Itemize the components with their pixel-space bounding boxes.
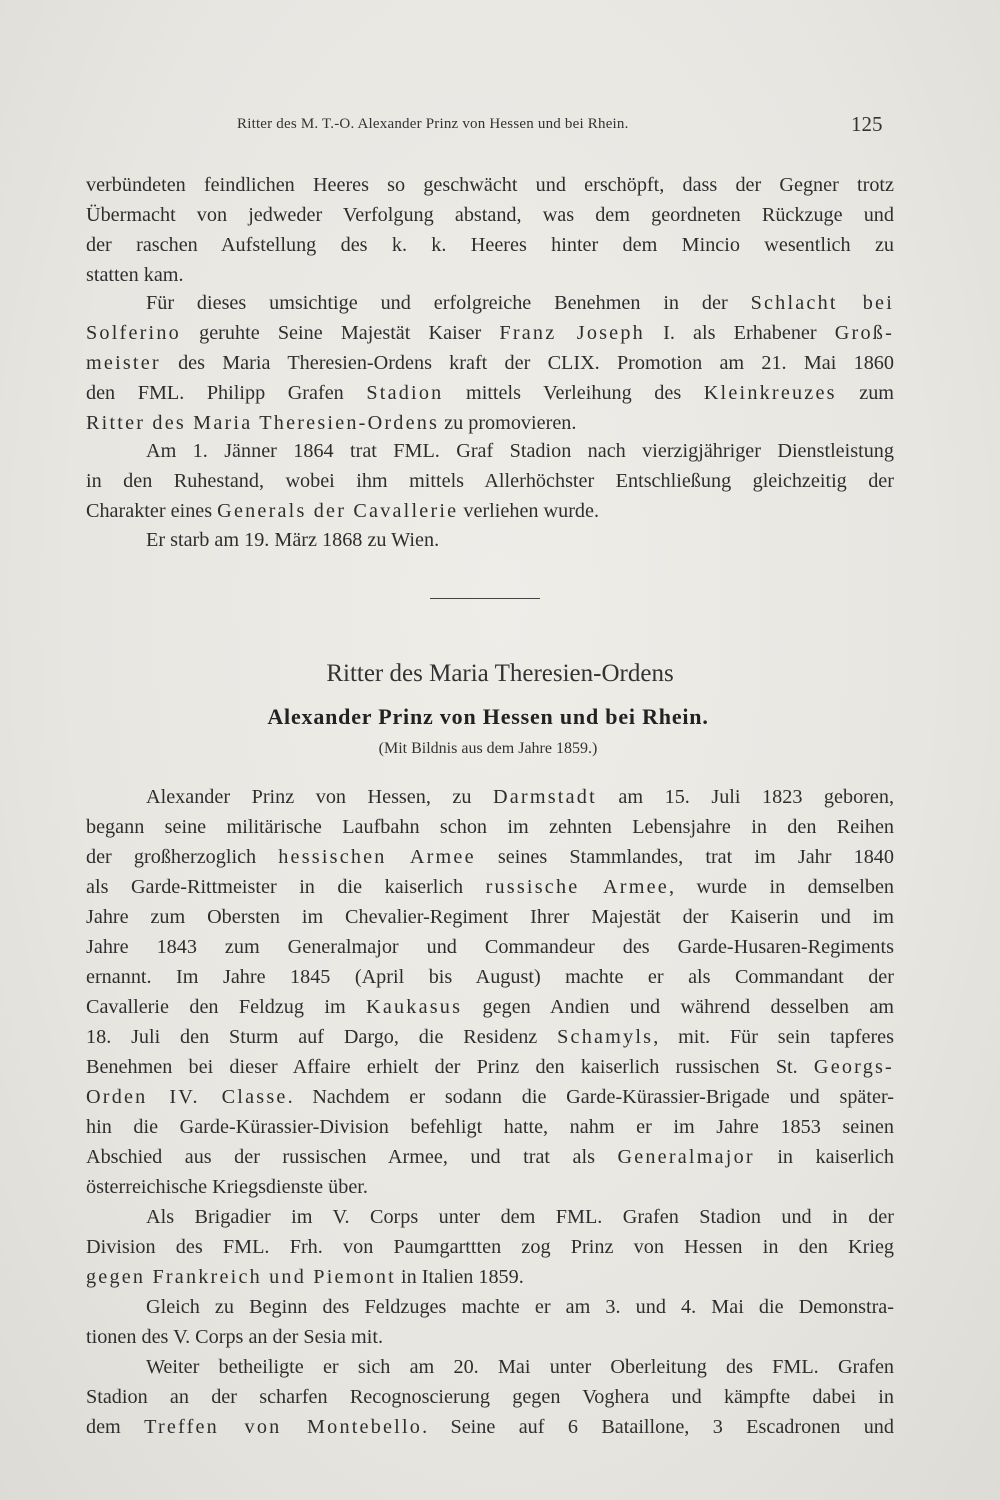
text-line: Weiter betheiligte er sich am 20. Mai unter Oberleitung des FML. Grafen — [146, 1356, 894, 1378]
text-line: österreichische Kriegsdienste über. — [86, 1176, 368, 1198]
text-run: geruhte Seine Majestät Kaiser — [180, 322, 500, 344]
text-line: Am 1. Jänner 1864 trat FML. Graf Stadion nach vierzigjähriger Dienstleistung — [146, 440, 894, 462]
text-line — [86, 1142, 894, 1172]
spaced-text: Groß- — [834, 322, 894, 344]
portrait-note: (Mit Bildnis aus dem Jahre 1859.) — [378, 740, 598, 757]
text-run: . Seine auf 6 Bataillone, 3 Escadronen und — [422, 1416, 894, 1438]
text-run: Cavallerie den Feldzug im — [86, 996, 367, 1018]
section-divider — [430, 598, 540, 599]
text-run: dem — [86, 1416, 145, 1438]
text-line: begann seine militärische Laufbahn schon im zehnten Lebensjahre in den Reihen — [86, 816, 894, 838]
spaced-text: Schlacht bei — [750, 292, 895, 314]
text-run: gegen Andien und während desselben am — [462, 996, 894, 1018]
spaced-text: Kleinkreuzes — [703, 382, 837, 404]
text-run: den FML. Philipp Grafen — [86, 382, 367, 404]
spaced-text: Stadion — [366, 382, 444, 404]
text-line — [86, 496, 894, 526]
spaced-text: meister — [86, 352, 161, 374]
page-number: 125 — [851, 112, 883, 136]
text-run: mittels Verleihung des — [443, 382, 704, 404]
running-head: Ritter des M. T.-O. Alexander Prinz von Hessen und bei Rhein. — [237, 116, 629, 132]
spaced-text: Schamyls — [557, 1026, 654, 1048]
text-line: Als Brigadier im V. Corps unter dem FML. Grafen Stadion und in der — [146, 1206, 894, 1228]
spaced-text: russische Armee — [485, 876, 669, 898]
spaced-text: hessischen Armee — [278, 846, 476, 868]
text-line: tionen des V. Corps an der Sesia mit. — [86, 1326, 383, 1348]
text-line: Er starb am 19. März 1868 zu Wien. — [146, 529, 440, 551]
text-run: 18. Juli den Sturm auf Dargo, die Residenz — [86, 1026, 558, 1048]
text-line — [86, 1022, 894, 1052]
text-run: in Italien 1859. — [395, 1266, 524, 1288]
text-line: in den Ruhestand, wobei ihm mittels Allerhöchster Entschließung gleichzeitig der — [86, 470, 894, 492]
text-line — [86, 1412, 894, 1442]
section-subtitle: Alexander Prinz von Hessen und bei Rhein. — [267, 704, 709, 729]
section-title: Ritter des Maria Theresien-Ordens — [326, 660, 674, 687]
text-line — [86, 872, 894, 902]
text-run: Benehmen bei dieser Affaire erhielt der Prinz den kaiserlich russischen St. — [86, 1056, 814, 1078]
text-line — [86, 318, 894, 348]
text-line: verbündeten feindlichen Heeres so geschwächt und erschöpft, dass der Gegner trotz — [86, 174, 894, 196]
text-line: der raschen Aufstellung des k. k. Heeres hinter dem Mincio wesentlich zu — [86, 234, 894, 256]
text-line: Stadion an der scharfen Recognoscierung gegen Voghera und kämpfte dabei in — [86, 1386, 894, 1408]
text-line — [86, 1082, 894, 1112]
text-line: Division des FML. Frh. von Paumgarttten zog Prinz von Hessen in den Krieg — [86, 1236, 894, 1258]
spaced-text: Georgs- — [813, 1056, 894, 1078]
text-run: am 15. Juli 1823 geboren, — [596, 786, 894, 808]
spaced-text: Franz Joseph — [499, 322, 645, 344]
text-run: I. als Erhabener — [644, 322, 835, 344]
text-run: Für dieses umsichtige und erfolgreiche Benehmen in der — [146, 292, 728, 314]
text-line — [86, 348, 894, 378]
spaced-text: Ritter des Maria Theresien-Ordens — [86, 412, 440, 434]
spaced-text: Darmstadt — [492, 786, 597, 808]
text-line: hin die Garde-Kürassier-Division befehligt hatte, nahm er im Jahre 1853 seinen — [86, 1116, 894, 1138]
spaced-text: Generalmajor — [617, 1146, 755, 1168]
text-run: Charakter eines — [86, 500, 218, 522]
text-run: in kaiserlich — [754, 1146, 894, 1168]
text-line — [86, 1262, 894, 1292]
text-line — [86, 1052, 894, 1082]
spaced-text: Kaukasus — [366, 996, 463, 1018]
text-run: , wurde in demselben — [668, 876, 895, 898]
text-run: als Garde-Rittmeister in die kaiserlich — [86, 876, 486, 898]
text-line: Jahre zum Obersten im Chevalier-Regiment Ihrer Majestät der Kaiserin und im — [86, 906, 894, 928]
text-line: Übermacht von jedweder Verfolgung abstand, was dem geordneten Rückzuge und — [86, 204, 894, 226]
spaced-text: Orden IV. Classe — [86, 1086, 288, 1108]
text-line — [86, 842, 894, 872]
spaced-text: Treffen von Montebello — [144, 1416, 423, 1438]
text-line — [86, 408, 894, 438]
text-line — [86, 378, 894, 408]
text-run: verliehen wurde. — [458, 500, 600, 522]
text-run: Alexander Prinz von Hessen, zu — [146, 786, 493, 808]
text-run: zu promovieren. — [439, 412, 577, 434]
spaced-text: Generals der Cavallerie — [217, 500, 459, 522]
text-line — [146, 288, 894, 318]
spaced-text: Solferino — [86, 322, 181, 344]
text-line: ernannt. Im Jahre 1845 (April bis August) machte er als Commandant der — [86, 966, 894, 988]
text-run: , mit. Für sein tapferes — [653, 1026, 894, 1048]
text-line: Jahre 1843 zum Generalmajor und Commandeur des Garde-Husaren-Regiments — [86, 936, 894, 958]
text-run: der großherzoglich — [86, 846, 279, 868]
text-line: statten kam. — [86, 264, 184, 286]
text-run: des Maria Theresien-Ordens kraft der CLIX. Promotion am 21. Mai 1860 — [160, 352, 894, 374]
text-run: seines Stammlandes, trat im Jahr 1840 — [475, 846, 894, 868]
text-run: Abschied aus der russischen Armee, und trat als — [86, 1146, 618, 1168]
text-run: zum — [836, 382, 895, 404]
text-line — [146, 782, 894, 812]
text-run: . Nachdem er sodann die Garde-Kürassier-Brigade und später- — [287, 1086, 894, 1108]
text-line: Gleich zu Beginn des Feldzuges machte er am 3. und 4. Mai die Demonstra- — [146, 1296, 894, 1318]
spaced-text: gegen Frankreich und Piemont — [86, 1266, 396, 1288]
text-line — [86, 992, 894, 1022]
